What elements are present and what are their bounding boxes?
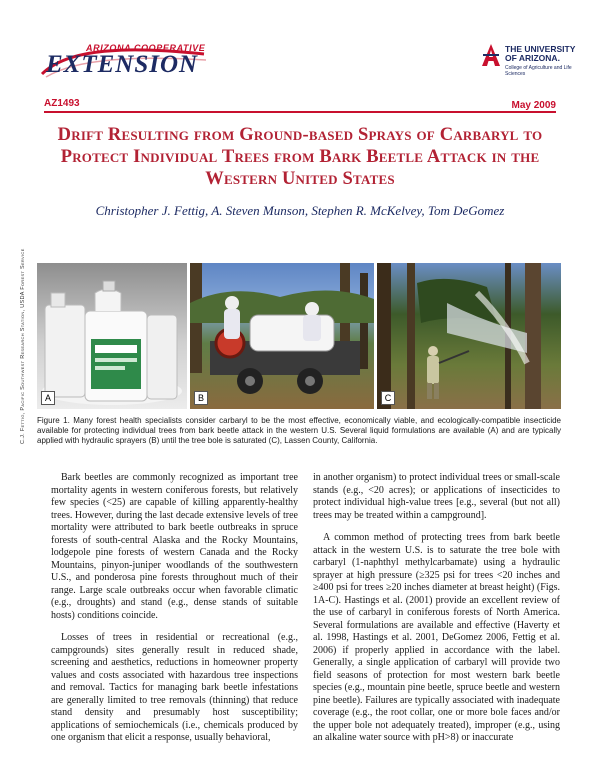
photo-credit: [20, 248, 30, 444]
article-authors: Christopher J. Fettig, A. Steven Munson, Stephen R. McKelvey, Tom DeGomez: [95, 203, 505, 218]
spraying-illustration: [377, 263, 561, 409]
photo-hydraulic-sprayer: [190, 263, 374, 409]
university-name: THE UNIVERSITY OF ARIZONA.: [505, 44, 576, 63]
figure-caption: Figure 1. Many forest health specialists consider carbaryl to be the most effective, economically viable, and ecologically-compatible insecticide available for protecting individual trees from bark beetle attack in the western U.S. Several liquid formulations are available (A) and are typically applied with hydraulic sprayers (B) until the tree bole is saturated (C), Lassen County, California.: [37, 416, 561, 445]
body-paragraph: Losses of trees in residential or recreational (e.g., campgrounds) sites generally result in reduced shade, screening and aesthetics, reductions in homeowner property values and costs associated with hazardous tree inspections and removal. Tactics for managing bark beetle infestations are generally limited to tree removals (thinning) that reduce stand density and presumably host susceptibility; applications of semiochemicals (i.e., chemicals produced by one organism that elicit a response, usually behavioral,: [51, 632, 298, 743]
carbaryl-jug-illustration: [37, 263, 187, 409]
body-paragraph-continuation: in another organism) to protect individual trees or small-scale stands (e.g., <20 acres); or applications of insecticides to protect individual high-value trees [e.g., several (but not all) trees may be treated within a campground].: [313, 472, 560, 521]
body-paragraph: A common method of protecting trees from bark beetle attack in the western U.S. is to saturate the tree bole with carbaryl (1-naphthyl methylcarbamate) using a hydraulic sprayer at high pressure (≥325 psi for trees <20 inches and ≥400 psi for trees ≥20 inches diameter at breast height) (Figs. 1A-C). Hastings et al. (2001) provide an excellent review of the use of carbaryl in coniferous forests of North America. Several formulations are available and effective (Haverty et al. 1998, Hastings et al. 2001, DeGomez 2006, Fettig et al. 2006) if properly applied in accordance with the label. Generally, a single application of carbaryl will provide two field seasons of protection for most western bark beetle species (e.g., mountain pine beetle, spruce beetle and western pine beetle). Failures are typically associated with inadequate coverage (e.g., the root collar, one or more bole faces and/or the upper bole not adequately treated), improper (e.g., using an alkaline water source with pH>8) or inaccurate: [313, 532, 560, 743]
publication-date: May 2009: [511, 100, 556, 111]
photo-label-c: C: [381, 391, 395, 405]
publication-number: AZ1493: [44, 98, 80, 109]
article-title: Drift Resulting from Ground-based Sprays of Carbaryl to Protect Individual Trees from Bark Beetle Attack in the Western United States: [57, 125, 543, 189]
body-column-left: [51, 472, 298, 755]
body-paragraph: Bark beetles are commonly recognized as important tree mortality agents in western coniferous forests, but relatively few species (<25) are capable of killing apparently-healthy trees. However, during the last decade extensive levels of tree mortality were attributed to bark beetle outbreaks in spruce forests of south-central Alaska and the Rocky Mountains, lodgepole pine forests of western Canada and the Rocky Mountains, pinyon-juniper woodlands of the southwestern U.S., and ponderosa pine forests throughout much of their range. Large scale outbreaks occur when favorable climatic (e.g., droughts) and stand (e.g., dense stands of suitable hosts) conditions coincide.: [51, 472, 298, 621]
photo-carbaryl-containers: [37, 263, 187, 409]
sprayer-illustration: [190, 263, 374, 409]
body-column-right: [313, 472, 560, 755]
photo-label-b: B: [194, 391, 208, 405]
header-rule: [44, 111, 556, 113]
photo-label-a: A: [41, 391, 55, 405]
photo-credit-text: C.J. Fettig, Pacific Southwest Research Station, USDA Forest Service: [20, 248, 26, 444]
brand-top-text: ARIZONA COOPERATIVE: [86, 43, 206, 53]
photo-tree-bole-spraying: [377, 263, 561, 409]
college-name: College of Agriculture and Life Sciences: [505, 65, 572, 77]
university-a-logo-icon: [481, 43, 501, 67]
brand-main-text: EXTENSION: [46, 51, 199, 78]
